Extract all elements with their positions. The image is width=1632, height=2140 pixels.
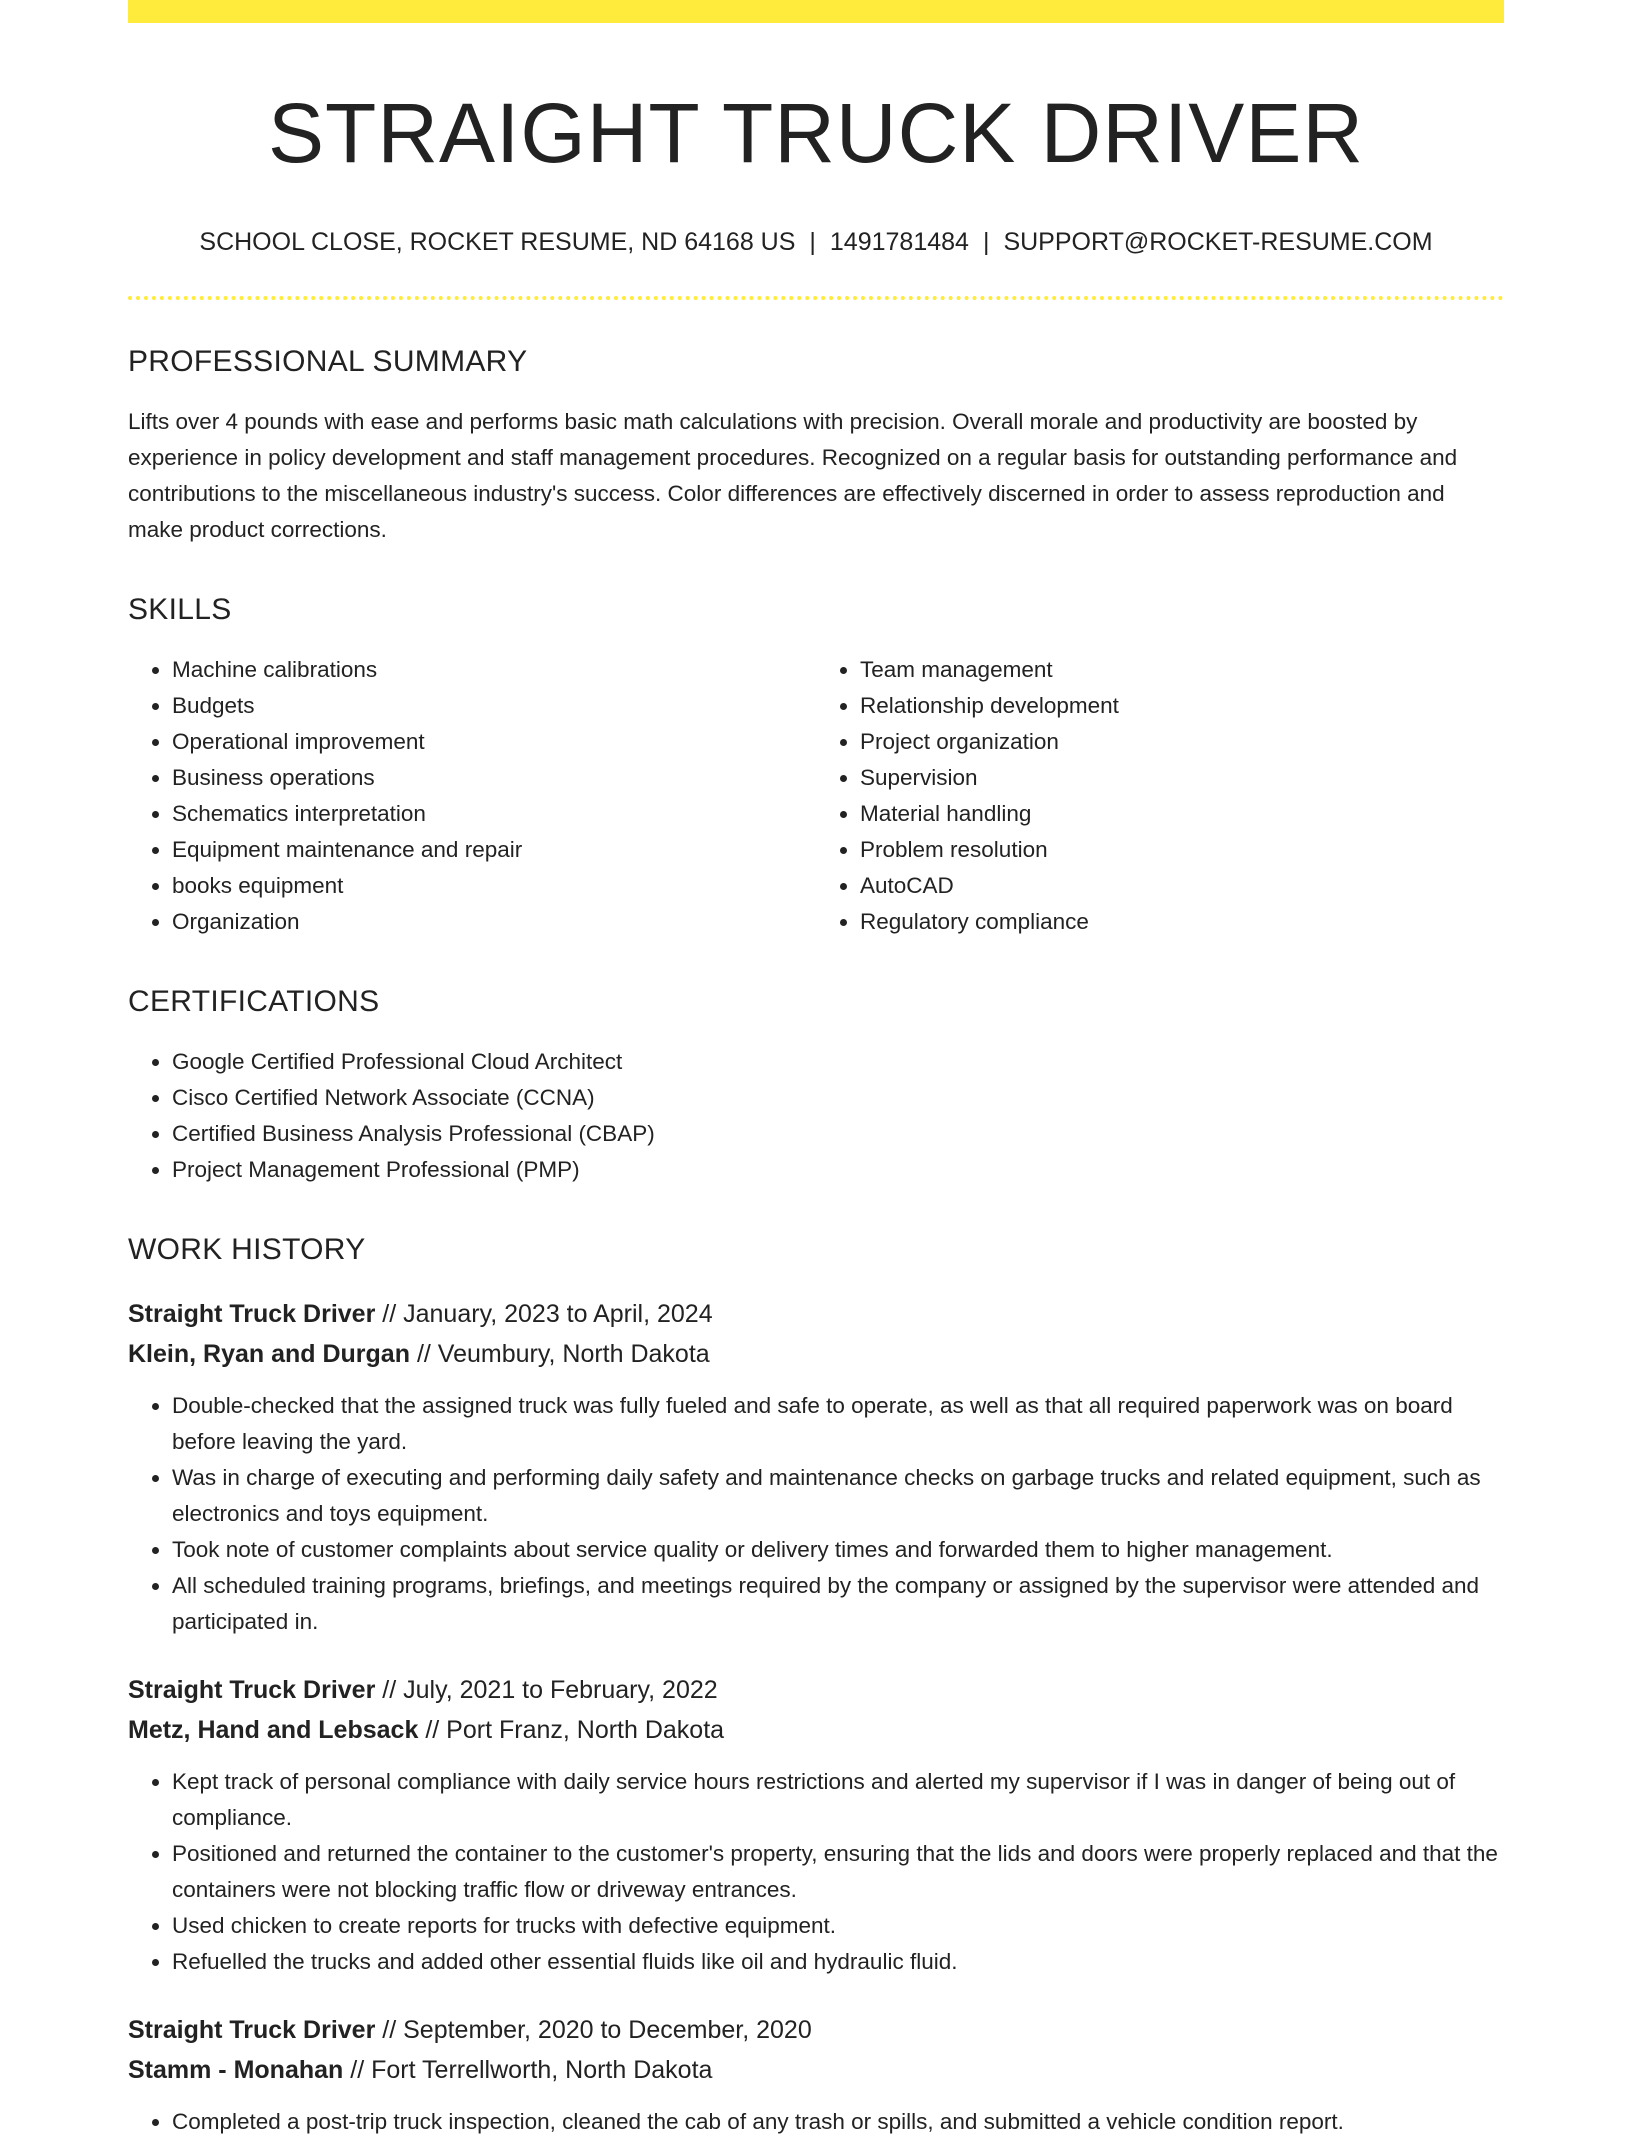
- job-bullet: • All scheduled training programs, briefings, and meetings required by the company or assigned by the supervisor were attended and participated in.: [172, 1568, 1504, 1640]
- job-bullet: • Kept track of personal compliance with daily service hours restrictions and alerted my supervisor if I was in danger of being out of compliance.: [172, 1764, 1504, 1836]
- job-title-line: [128, 2010, 1504, 2050]
- contact-email: SUPPORT@ROCKET-RESUME.COM: [1003, 227, 1433, 256]
- job-title-line: [128, 1294, 1504, 1334]
- job-role: Straight Truck Driver: [128, 2016, 376, 2045]
- certifications-heading: CERTIFICATIONS: [128, 985, 380, 1019]
- skill-item: • Operational improvement: [172, 724, 816, 760]
- job-location: Port Franz, North Dakota: [446, 1716, 725, 1745]
- job-role: Straight Truck Driver: [128, 1676, 376, 1705]
- job-bullet: • Used chicken to create reports for trucks with defective equipment.: [172, 1908, 1504, 1944]
- skill-item: • Machine calibrations: [172, 652, 816, 688]
- job-bullet: • Completed a post-trip truck inspection, cleaned the cab of any trash or spills, and submitted a vehicle condition report.: [172, 2104, 1504, 2140]
- skill-item: • Problem resolution: [860, 832, 1504, 868]
- contact-separator: |: [982, 227, 990, 256]
- certification-item: • Project Management Professional (PMP): [172, 1152, 1504, 1188]
- job-company: Klein, Ryan and Durgan: [128, 1340, 410, 1369]
- job-company: Stamm - Monahan: [128, 2056, 344, 2085]
- job-entry: [128, 2010, 1504, 2140]
- candidate-name: STRAIGHT TRUCK DRIVER: [267, 86, 1365, 180]
- skill-item: • Schematics interpretation: [172, 796, 816, 832]
- contact-phone: 1491781484: [829, 227, 969, 256]
- job-separator: //: [382, 1300, 397, 1329]
- job-entry: [128, 1294, 1504, 1640]
- job-dates: September, 2020 to December, 2020: [403, 2016, 812, 2045]
- skill-item: • Supervision: [860, 760, 1504, 796]
- skills-grid: [128, 652, 1504, 940]
- skill-item: • Budgets: [172, 688, 816, 724]
- job-company-line: [128, 2050, 1504, 2090]
- job-bullets: [128, 1764, 1504, 1980]
- skills-heading: SKILLS: [128, 593, 232, 627]
- contact-separator: |: [809, 227, 816, 256]
- skill-item: • books equipment: [172, 868, 816, 904]
- skill-item: • Organization: [172, 904, 816, 940]
- job-title-line: [128, 1670, 1504, 1710]
- skill-item: • AutoCAD: [860, 868, 1504, 904]
- work-history-heading: WORK HISTORY: [128, 1233, 366, 1267]
- summary-text: Lifts over 4 pounds with ease and performs basic math calculations with precision. Overall morale and productivity are boosted by experience in policy development and staff management procedures. Recognized on a regular basis for outstanding performance and contributions to the miscellaneous industry's success. Color differences are effectively discerned in order to assess reproduction and make product corrections.: [128, 409, 1458, 543]
- contact-address: SCHOOL CLOSE, ROCKET RESUME, ND 64168 US: [199, 227, 796, 256]
- contact-line: [128, 226, 1504, 259]
- top-accent-bar: [128, 0, 1504, 23]
- job-separator: //: [350, 2056, 365, 2085]
- certification-item: • Cisco Certified Network Associate (CCNA): [172, 1080, 1504, 1116]
- job-location: Fort Terrellworth, North Dakota: [371, 2056, 713, 2085]
- job-bullet: • Was in charge of executing and performing daily safety and maintenance checks on garbage trucks and related equipment, such as electronics and toys equipment.: [172, 1460, 1504, 1532]
- certification-item: • Google Certified Professional Cloud Architect: [172, 1044, 1504, 1080]
- certification-item: • Certified Business Analysis Professional (CBAP): [172, 1116, 1504, 1152]
- job-entry: [128, 1670, 1504, 1980]
- certifications-list: [128, 1044, 1504, 1188]
- resume-page: [128, 0, 1504, 2140]
- skills-list-right: [816, 652, 1504, 940]
- job-separator: //: [382, 1676, 397, 1705]
- skill-item: • Project organization: [860, 724, 1504, 760]
- skills-list-left: [128, 652, 816, 940]
- job-dates: January, 2023 to April, 2024: [403, 1300, 713, 1329]
- skill-item: • Regulatory compliance: [860, 904, 1504, 940]
- job-separator: //: [416, 1340, 431, 1369]
- job-bullet: • Refuelled the trucks and added other essential fluids like oil and hydraulic fluid.: [172, 1944, 1504, 1980]
- job-dates: July, 2021 to February, 2022: [403, 1676, 718, 1705]
- job-bullets: [128, 2104, 1504, 2140]
- skill-item: • Business operations: [172, 760, 816, 796]
- skill-item: • Team management: [860, 652, 1504, 688]
- skill-item: • Relationship development: [860, 688, 1504, 724]
- skill-item: • Material handling: [860, 796, 1504, 832]
- skill-item: • Equipment maintenance and repair: [172, 832, 816, 868]
- job-company-line: [128, 1334, 1504, 1374]
- summary-heading: PROFESSIONAL SUMMARY: [128, 345, 528, 379]
- job-bullet: • Took note of customer complaints about service quality or delivery times and forwarded them to higher management.: [172, 1532, 1504, 1568]
- job-role: Straight Truck Driver: [128, 1300, 376, 1329]
- header-divider: [128, 296, 1504, 300]
- job-company: Metz, Hand and Lebsack: [128, 1716, 419, 1745]
- job-bullet: • Double-checked that the assigned truck was fully fueled and safe to operate, as well as that all required paperwork was on board before leaving the yard.: [172, 1388, 1504, 1460]
- job-bullets: [128, 1388, 1504, 1640]
- job-company-line: [128, 1710, 1504, 1750]
- job-separator: //: [382, 2016, 397, 2045]
- job-location: Veumbury, North Dakota: [437, 1340, 710, 1369]
- job-separator: //: [425, 1716, 440, 1745]
- job-bullet: • Positioned and returned the container to the customer's property, ensuring that the lids and doors were properly replaced and that the containers were not blocking traffic flow or driveway entrances.: [172, 1836, 1504, 1908]
